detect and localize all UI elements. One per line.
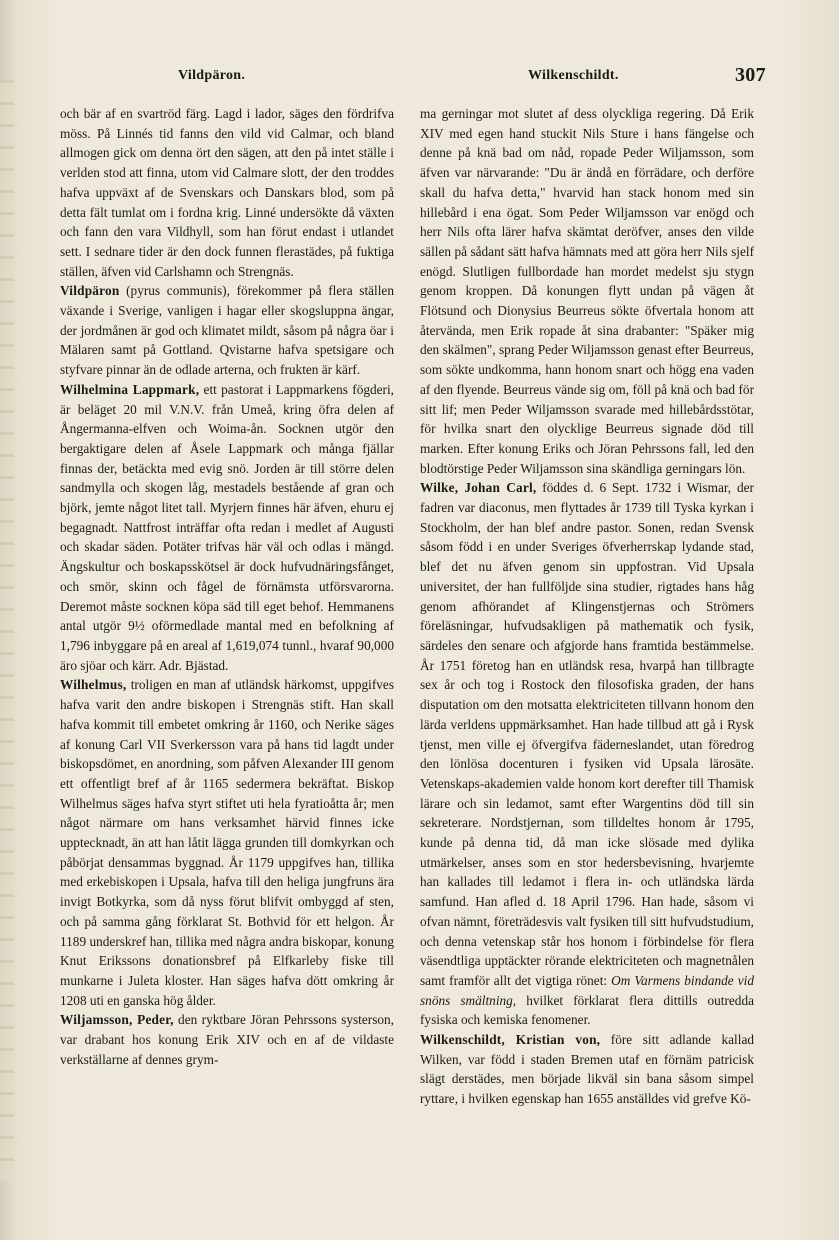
page-number: 307 bbox=[735, 64, 766, 86]
entry-wilke bbox=[420, 478, 754, 1030]
entry-continuation bbox=[420, 104, 754, 478]
entry-continuation bbox=[60, 104, 394, 281]
entry-text: och bär af en svartröd färg. Lagd i lador, säges den fördrifva möss. På Linnés tid fanns den vild vid Calmar, och bland allmogen gick om denna ört den sägen, att den på intet ställe i verlden stod att finna, utom vid Calmare slott, der den troddes hafva uppväxt af de Svenskars och Danskars blod, som på detta fält tumlat om i fordna krig. Linné undersökte då växten och fann den vara Vildhyll, som han förut endast i utlandet sett. I sednare tider är den dock funnen flerastädes, på fuktiga ställen, äfven vid Carlshamn och Strengnäs. bbox=[60, 106, 394, 279]
entry-headword: Wilhelmina Lappmark, bbox=[60, 381, 200, 397]
entry-wilkenschildt bbox=[420, 1030, 754, 1109]
page-edge-shadow bbox=[0, 80, 14, 1180]
entry-headword: Vildpäron bbox=[60, 283, 120, 299]
left-column bbox=[60, 104, 394, 1069]
entry-italic-title: Om Varmens bindande vid snöns smältning, bbox=[420, 972, 754, 1008]
header-left-guideword: Vildpäron. bbox=[178, 68, 246, 83]
entry-headword: Wilke, Johan Carl, bbox=[420, 480, 537, 496]
entry-headword: Wilhelmus, bbox=[60, 677, 127, 693]
entry-headword: Wiljamsson, Peder, bbox=[60, 1012, 174, 1028]
entry-text: ma gerningar mot slutet af dess olyckliga regering. Då Erik XIV med egen hand stuckit Nils Sture i hans fängelse och denne på knä bad om nåd, ropade Peder Wiljamsson, som äfven var närvarande: "Du är ändå en förrädare, och derföre skall du hafva detta," hvarvid han stack honom med sin hillebård i ena ögat. Som Peder Wiljamsson var enögd och herr Nils ofta lärer hafva skämtat deröfver, anses den vilde sällen på sådant sätt hafva hämnats med att göra herr Nils sjelf enögd. Slutligen fullbordade han mordet medelst sju stygn genom kroppen. Då konungen flytt undan på vägen åt Flötsund och Dionysius Beurreus sökte öfvertala honom att återvända, men Erik ropade åt sina drabanter: "Späker mig den skälmen", sprang Peder Wiljamsson genast efter Beurreus, som sökte undkomma, hann honom snart och högg ena vaden af den flyende. Beurreus vände sig om, föll på knä och bad för sitt lif; men Peder Wiljamsson svarade med hillebårdsstötar, för hvilka snart den olycklige Beurreus signade död till marken. Efter konung Eriks och Jöran Pehrssons fall, led den blodtörstige Peder Wiljamsson sina skändliga gerningars lön. bbox=[420, 106, 754, 476]
entry-text: ett pastorat i Lappmarkens fögderi, är beläget 20 mil V.N.V. från Umeå, kring öfra delen af Ångermanna-elfven och Woima-ån. Socknen utgör den bergaktigare delen af Åsele Lappmark och många fjällar finnas der, betäckta med evig snö. Jorden är till större delen sandmylla och skogen låg, mestadels bestående af gran och björk, jemte något litet tall. Myrjern finnes här äfven, ehuru ej begagnadt. Nattfrost inträffar ofta redan i medlet af Augusti och skadar säden. Potäter trifvas här väl och odlas i mängd. Ängskultur och boskapsskötsel är dock hufvudnäringsfånget, och smör, skinn och fågel de förnämsta utförsvarorna. Deremot måste socknen köpa säd till eget behof. Hemmanens antal utgör 9½ oförmedlade mantal med en befolkning af 1,796 inbyggare på en areal af 1,619,074 tunnl., hvaraf 90,000 äro sjöar och kärr. Adr. Bjästad. bbox=[60, 381, 394, 673]
running-header bbox=[60, 64, 766, 90]
entry-vildparon bbox=[60, 281, 394, 380]
entry-wilhelmina-lappmark bbox=[60, 380, 394, 676]
entry-text: föddes d. 6 Sept. 1732 i Wismar, der fadren var diaconus, men flyttades år 1739 till Tyska kyrkan i Stockholm, der han blef andre pastor. Sonen, redan Svensk såsom född i en under Sveriges öfverherrskap lydande stad, blef det nu äfven genom sin uppfostran. Vid Upsala universitet, der han fullföljde sina studier, rigtades hans håg genom afhörandet af Klingenstjernas och Strömers föreläsningar, hufvudsakligen på mathematik och fysik, särdeles den senare och afgjorde hans framtida bestämmelse. År 1751 företog han en utländsk resa, hvarpå han tillbragte sex år och tog i Rostock den filosofiska graden, der hans disputation om den motsatta elektriciteten tillvann honom den lärda verldens uppmärksamhet. Han hade tillbud att gå i Rysk tjenst, men ville ej öfvergifva fäderneslandet, utan föredrog den lönlösa docenturen i fysiken vid Upsala lärosäte. Vetenskaps-akademien valde honom kort derefter till Thamisk lärare och sin ledamot, samt efter Wargentins död till sin sekreterare. Nordstjernan, som tilldeltes honom år 1795, kunde på denna tid, då man icke slösade med dylika utmärkelser, anses som en stor hedersbevisning, hvarjemte han kallades till ledamot i flera in- och utländska lärda samfund. Han afled d. 18 April 1796. Han hade, såsom vi ofvan nämnt, företrädesvis valt fysiken till sitt hufvudstudium, och denna vetenskap står hos honom i förbindelse för flera väsendtliga upptäckter rörande elektriciteten och magnetnålen samt framför allt det vigtiga rönet: bbox=[420, 480, 754, 988]
header-right-guideword: Wilkenschildt. bbox=[528, 68, 619, 83]
entry-headword: Wilkenschildt, Kristian von, bbox=[420, 1032, 601, 1048]
entry-text-after: hvilket förklarat flera dittills outredda fysiska och kemiska fenomener. bbox=[420, 992, 754, 1028]
entry-wiljamsson bbox=[60, 1010, 394, 1069]
entry-text: före sitt adlande kallad Wilken, var född i staden Bremen utaf en förnäm patricisk slägt derstädes, men började likväl sin bana såsom simpel ryttare, i hvilken egenskap han 1655 anställdes vid grefve Kö- bbox=[420, 1032, 754, 1107]
entry-wilhelmus bbox=[60, 675, 394, 1010]
right-column bbox=[420, 104, 754, 1109]
entry-text: (pyrus communis), förekommer på flera ställen växande i Sverige, vanligen i hagar eller skogsluppna ängar, der jordmånen är god och klimatet mildt, såsom på några öar i Mälaren samt på Gottland. Qvistarne hafva spetsigare och styfvare pinnar än de odlade arterna, och frukten är kärf. bbox=[60, 283, 394, 378]
entry-text: den ryktbare Jöran Pehrssons systerson, var drabant hos konung Erik XIV och en af de vildaste verkställarne af dennes grym- bbox=[60, 1012, 394, 1067]
entry-text: troligen en man af utländsk härkomst, uppgifves hafva varit den andre biskopen i Strengnäs stift. Han skall hafva kommit till embetet omkring år 1160, och Nerike säges af konung Carl VII Sverkersson vara på hans tid lagdt under biskopsdömet, en anordning, som påfven Alexander III genom ett offentligt bref af år 1165 sedermera bekräftat. Biskop Wilhelmus säges hafva styrt stiftet uti hela fyratioåtta år; men något närmare om hans verksamhet härvid finnes icke upptecknadt, än att han låtit lägga grunden till domkyrkan och påbörjat densammas byggnad. År 1179 uppgifves han, tillika med erkebiskopen i Upsala, hafva till den heliga jungfruns ära invigt Botkyrka, som då nyss förut blifvit ombyggd af sten, och på samma gång förklarat St. Bothvid för ett helgon. År 1189 underskref han, tillika med några andra biskopar, konung Knut Erikssons donationsbref på Elfkarleby fiske till munkarne i Juleta kloster. Han säges hafva dött omkring år 1208 uti en ganska hög ålder. bbox=[60, 677, 394, 1008]
